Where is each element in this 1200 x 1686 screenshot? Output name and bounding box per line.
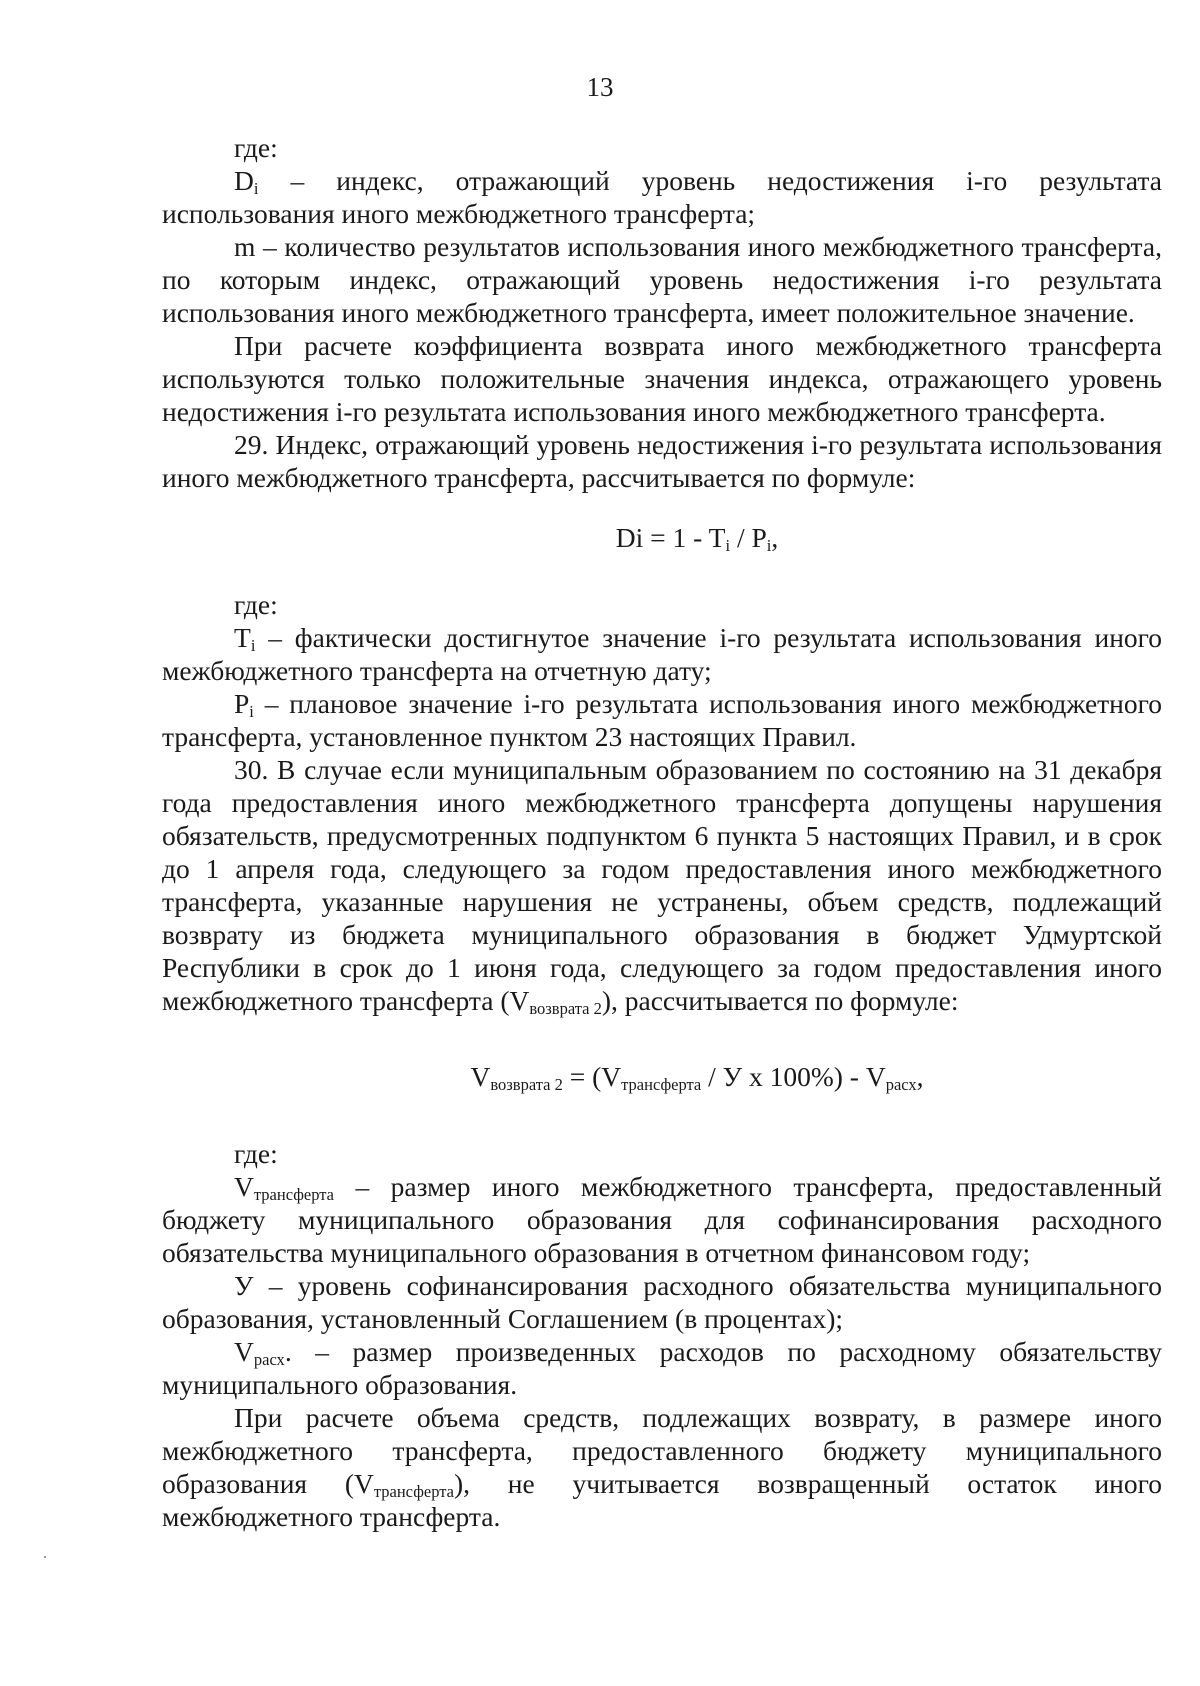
formula-part: / У x 100%) - V [701, 1061, 886, 1092]
subscript: расх [253, 1350, 285, 1369]
definition-text: – плановое значение i-го результата использования иного межбюджетного трансферта, установленное пунктом 23 настоящих Правил. [162, 688, 1162, 752]
formula-part: / P [730, 522, 767, 553]
paragraph-30 [162, 753, 1162, 1017]
formula-part: = (V [562, 1061, 622, 1092]
paragraph-final [162, 1401, 1162, 1533]
subscript: i [725, 536, 731, 555]
definition-text: – фактически достигнутое значение i-го результата использования иного межбюджетного трансферта на отчетную дату; [162, 622, 1162, 686]
subscript: возврата 2 [490, 1075, 563, 1094]
where-label: где: [234, 1138, 278, 1169]
subscript: i [249, 702, 254, 721]
scan-artifact [44, 1556, 46, 1558]
definition-u: У – уровень софинансирования расходного обязательства муниципального образования, установленный Соглашением (в процентах); [162, 1270, 1162, 1334]
subscript: трансферта [373, 1482, 454, 1501]
definition-v-expenses [162, 1335, 1162, 1401]
paragraph-text: ), не учитывается возвращенный остаток иного межбюджетного трансферта. [162, 1468, 1162, 1532]
definition-p [162, 687, 1162, 753]
paragraph-29: 29. Индекс, отражающий уровень недостижения i-го результата использования иного межбюджетного трансферта, рассчитывается по формуле: [162, 429, 1162, 493]
formula-part: , [916, 1061, 924, 1092]
symbol: T [234, 622, 251, 653]
subscript: i [766, 536, 772, 555]
definition-text: . – размер произведенных расходов по расходному обязательству муниципального образования. [162, 1336, 1162, 1400]
definition-text: – индекс, отражающий уровень недостижения i-го результата использования иного межбюджетного трансферта; [162, 165, 1162, 229]
formula-part: Di = 1 - T [615, 522, 726, 553]
formula-part: , [771, 522, 779, 553]
formula-v-return [162, 1060, 1162, 1093]
definition-d [162, 164, 1162, 230]
definition-text: – размер иного межбюджетного трансферта, предоставленный бюджету муниципального образования для софинансирования расходного обязательства муниципального образования в отчетном финансовом году; [162, 1171, 1162, 1268]
where-label: где: [234, 589, 278, 620]
page-number: 13 [586, 72, 614, 102]
symbol: V [234, 1171, 254, 1202]
definition-v-transfer [162, 1170, 1162, 1269]
symbol: P [234, 688, 250, 719]
paragraph-text: 30. В случае если муниципальным образованием по состоянию на 31 декабря года предоставления иного межбюджетного трансферта допущены нарушения обязательств, предусмотренных подпунктом 6 пункта 5 настоящих Правил, и в срок до 1 апреля года, следующего за годом предоставления иного межбюджетного трансферта, указанные нарушения не устранены, объем средств, подлежащий возврату из бюджета муниципального образования в бюджет Удмуртской Республики в срок до 1 июня года, следующего за годом предоставления иного межбюджетного трансферта (V [162, 754, 1162, 1016]
document-body [162, 131, 1162, 1533]
paragraph-calc: При расчете коэффициента возврата иного межбюджетного трансферта используются только положительные значения индекса, отражающего уровень недостижения i-го результата использования иного межбюджетного трансферта. [162, 330, 1162, 427]
formula-part: V [470, 1061, 491, 1092]
paragraph-text: ), рассчитывается по формуле: [601, 985, 959, 1016]
definition-m: m – количество результатов использования иного межбюджетного трансферта, по которым индекс, отражающий уровень недостижения i-го результата использования иного межбюджетного трансферта, имеет положительное значение. [162, 231, 1162, 328]
subscript: i [253, 179, 259, 198]
symbol: D [234, 165, 254, 196]
subscript: трансферта [253, 1185, 334, 1204]
formula-di [162, 521, 1162, 554]
subscript: возврата 2 [529, 999, 602, 1018]
definition-t [162, 621, 1162, 687]
subscript: i [250, 636, 256, 655]
subscript: расх [885, 1075, 917, 1094]
symbol: V [234, 1336, 254, 1367]
where-label: где: [234, 132, 278, 163]
subscript: трансферта [621, 1075, 702, 1094]
paragraph-text: При расчете объема средств, подлежащих возврату, в размере иного межбюджетного трансферта, предоставленного бюджету муниципального образования (V [162, 1402, 1162, 1499]
